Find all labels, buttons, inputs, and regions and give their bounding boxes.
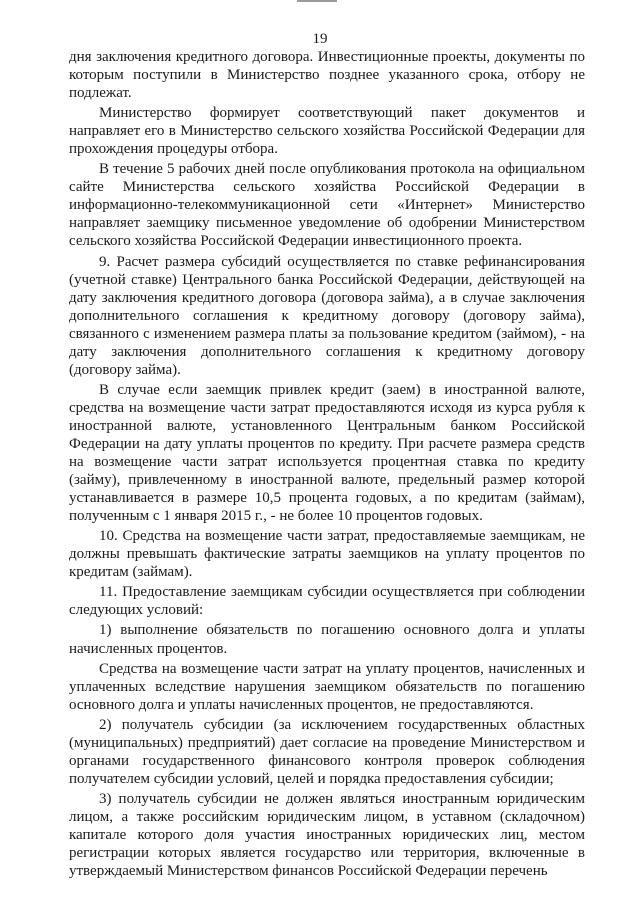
- paragraph-7: 11. Предоставление заемщикам субсидии осуществляется при соблюдении следующих условий:: [69, 584, 585, 619]
- paragraph-8: 1) выполнение обязательств по погашению основного долга и уплаты начисленных процентов.: [69, 622, 585, 657]
- paragraph-10: 2) получатель субсидии (за исключением государственных областных (муниципальных) предприятий) дает согласие на проведение Министерством и органами государственного финансового контроля проверок соблюдения получателем субсидии условий, целей и порядка предоставления субсидии;: [69, 716, 585, 787]
- top-edge-mark: [297, 0, 337, 2]
- page-number: 19: [312, 31, 328, 47]
- document-body: [69, 48, 585, 880]
- paragraph-3: В течение 5 рабочих дней после опубликования протокола на официальном сайте Министерства сельского хозяйства Российской Федерации в информационно-телекоммуникационной сети «Интернет» Министерство направляет заемщику письменное уведомление об одобрении Министерством сельского хозяйства Российской Федерации инвестиционного проекта.: [69, 161, 585, 250]
- paragraph-4: 9. Расчет размера субсидий осуществляется по ставке рефинансирования (учетной ставке) Центрального банка Российской Федерации, действующей на дату заключения кредитного договора (договора займа), а в случае заключения дополнительного соглашения к кредитному договору (договору займа), связанного с изменением размера платы за пользование кредитом (займом), - на дату заключения дополнительного соглашения к кредитному договору (договору займа).: [69, 253, 585, 378]
- paragraph-2: Министерство формирует соответствующий пакет документов и направляет его в Министерство сельского хозяйства Российской Федерации для прохождения процедуры отбора.: [69, 105, 585, 158]
- paragraph-6: 10. Средства на возмещение части затрат, предоставляемые заемщикам, не должны превышать фактические затраты заемщиков на уплату процентов по кредитам (займам).: [69, 528, 585, 581]
- paragraph-11: 3) получатель субсидии не должен являться иностранным юридическим лицом, а также российским юридическим лицом, в уставном (складочном) капитале которого доля участия иностранных юридических лиц, местом регистрации которых является государство или территория, включенные в утверждаемый Министерством финансов Российской Федерации перечень: [69, 790, 585, 880]
- paragraph-9: Средства на возмещение части затрат на уплату процентов, начисленных и уплаченных вследствие нарушения заемщиком обязательств по погашению основного долга и уплаты начисленных процентов, не предоставляются.: [69, 660, 585, 713]
- paragraph-5: В случае если заемщик привлек кредит (заем) в иностранной валюте, средства на возмещение части затрат предоставляются исходя из курса рубля к иностранной валюте, установленного Центральным банком Российской Федерации на дату уплаты процентов по кредиту. При расчете размера средств на возмещение части затрат используется процентная ставка по кредиту (займу), привлеченному в иностранной валюте, предельный размер которой устанавливается в размере 10,5 процента годовых, а по кредитам (займам), полученным с 1 января 2015 г., - не более 10 процентов годовых.: [69, 381, 585, 525]
- paragraph-1: дня заключения кредитного договора. Инвестиционные проекты, документы по которым поступили в Министерство позднее указанного срока, отбору не подлежат.: [69, 49, 585, 102]
